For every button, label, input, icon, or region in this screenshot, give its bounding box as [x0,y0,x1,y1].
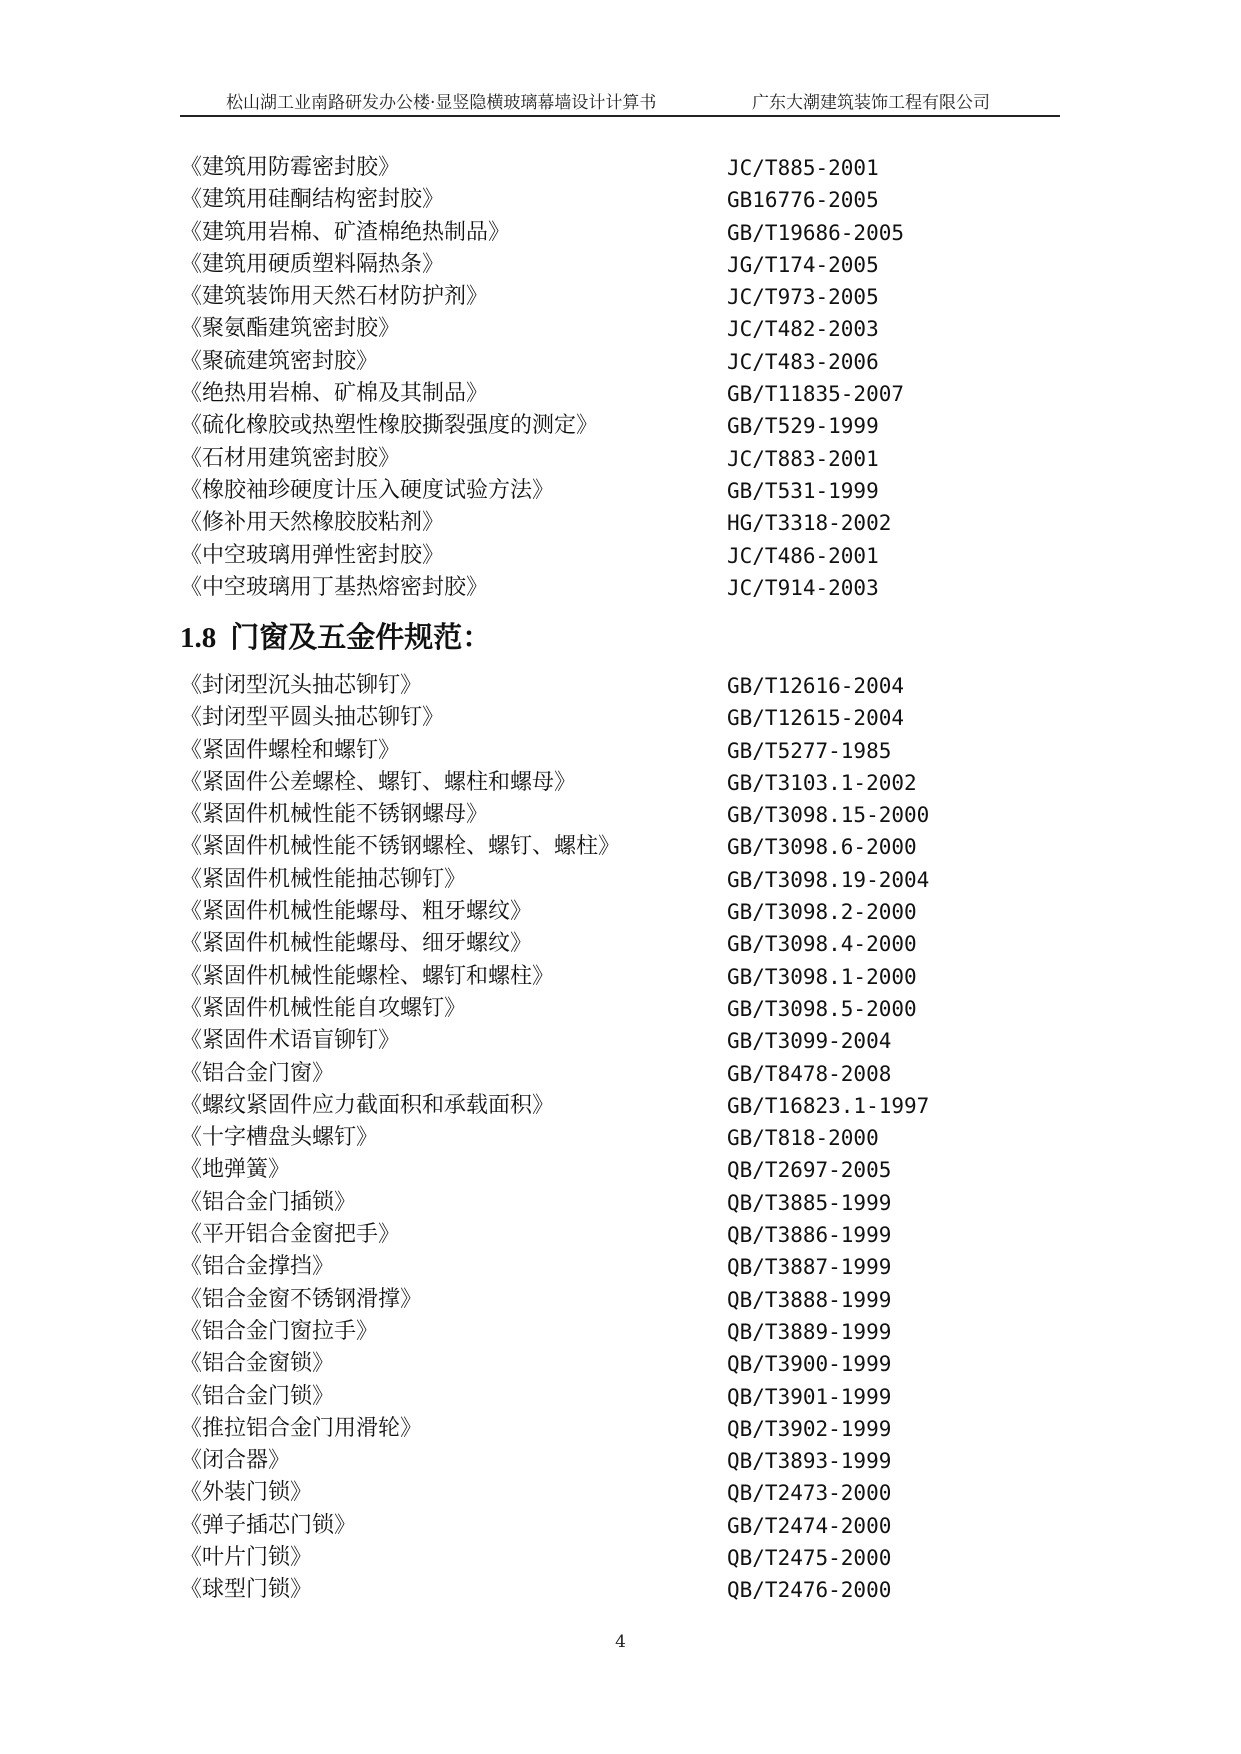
standard-code: GB/T818-2000 [727,1126,879,1151]
standard-row [180,1445,980,1477]
standard-code: QB/T3893-1999 [727,1449,892,1474]
standard-title: 《建筑用岩棉、矿渣棉绝热制品》 [180,219,511,245]
standard-row [180,1154,980,1186]
standard-row [180,217,980,249]
standard-row [180,184,980,216]
standard-code: QB/T3900-1999 [727,1352,892,1377]
standard-code: GB/T16823.1-1997 [727,1093,930,1118]
standard-row [180,346,980,378]
standard-title: 《紧固件机械性能螺栓、螺钉和螺柱》 [180,963,555,989]
standard-code: GB/T19686-2005 [727,220,905,245]
standard-code: GB/T12615-2004 [727,706,905,731]
standard-title: 《封闭型沉头抽芯铆钉》 [180,673,423,698]
standard-row [180,572,980,604]
standard-title: 《叶片门锁》 [180,1545,313,1571]
standard-title: 《建筑装饰用天然石材防护剂》 [180,284,489,310]
standard-row [180,540,980,572]
standard-code: GB/T3098.1-2000 [727,964,917,989]
standard-code: GB/T3099-2004 [727,1029,892,1054]
standard-title: 《铝合金门锁》 [180,1383,335,1409]
standard-row [180,993,980,1025]
standard-title: 《绝热用岩棉、矿棉及其制品》 [180,381,489,407]
standard-title: 《弹子插芯门锁》 [180,1512,357,1538]
standard-code: QB/T3901-1999 [727,1384,892,1409]
standard-code: QB/T3889-1999 [727,1319,892,1344]
standard-title: 《紧固件机械性能螺母、粗牙螺纹》 [180,899,533,925]
standard-row [180,378,980,410]
standard-title: 《建筑用硅酮结构密封胶》 [180,187,445,213]
standard-code: GB/T3098.19-2004 [727,867,930,892]
standard-row [180,443,980,475]
standard-title: 《紧固件公差螺栓、螺钉、螺柱和螺母》 [180,769,577,795]
standard-code: GB/T529-1999 [727,414,879,439]
standard-code: JC/T486-2001 [727,543,879,568]
standard-row [180,767,980,799]
page-number: 4 [615,1632,626,1652]
standard-title: 《石材用建筑密封胶》 [180,445,401,471]
standard-title: 《紧固件机械性能不锈钢螺栓、螺钉、螺柱》 [180,834,621,860]
standard-code: JC/T973-2005 [727,285,879,310]
standard-code: QB/T3888-1999 [727,1287,892,1312]
standard-code: GB/T3098.6-2000 [727,835,917,860]
standard-row [180,1122,980,1154]
standard-code: GB/T8478-2008 [727,1061,892,1086]
standard-code: JC/T483-2006 [727,349,879,374]
standard-title: 《中空玻璃用弹性密封胶》 [180,542,445,568]
standard-title: 《十字槽盘头螺钉》 [180,1125,379,1151]
standard-title: 《聚硫建筑密封胶》 [180,348,379,374]
standard-title: 《紧固件机械性能自攻螺钉》 [180,995,467,1021]
header-document-title: 松山湖工业南路研发办公楼·显竖隐横玻璃幕墙设计计算书 [226,93,657,113]
standard-code: QB/T3902-1999 [727,1416,892,1441]
standard-title: 《紧固件螺栓和螺钉》 [180,737,401,763]
standard-row [180,1058,980,1090]
header-company-name: 广东大潮建筑装饰工程有限公司 [752,93,990,113]
section-heading-1-8 [180,617,491,658]
standard-title: 《聚氨酯建筑密封胶》 [180,316,401,342]
standard-title: 《外装门锁》 [180,1480,313,1506]
standard-title: 《地弹簧》 [180,1157,291,1183]
standard-title: 《紧固件机械性能不锈钢螺母》 [180,802,489,828]
standard-row [180,313,980,345]
standard-row [180,702,980,734]
standard-code: QB/T2697-2005 [727,1158,892,1183]
standard-row [180,735,980,767]
standard-title: 《铝合金窗锁》 [180,1351,335,1377]
standard-row [180,1316,980,1348]
section-title: 门窗及五金件规范： [230,620,492,654]
standard-row [180,1284,980,1316]
standard-row [180,1381,980,1413]
standard-row [180,896,980,928]
standard-code: GB/T3098.4-2000 [727,932,917,957]
standard-code: GB/T5277-1985 [727,738,892,763]
standard-title: 《铝合金窗不锈钢滑撑》 [180,1286,423,1312]
standard-row [180,249,980,281]
standard-code: QB/T2473-2000 [727,1481,892,1506]
standard-row [180,1090,980,1122]
standard-code: QB/T3885-1999 [727,1190,892,1215]
standard-code: GB16776-2005 [727,188,879,213]
standards-list-doors-windows-hardware [180,670,980,1607]
section-number: 1.8 [180,622,217,654]
standard-row [180,1025,980,1057]
standard-code: GB/T3098.15-2000 [727,803,930,828]
standard-title: 《球型门锁》 [180,1577,313,1603]
standard-title: 《硫化橡胶或热塑性橡胶撕裂强度的测定》 [180,413,599,439]
standard-title: 《紧固件机械性能螺母、细牙螺纹》 [180,931,533,957]
standard-row [180,152,980,184]
standard-code: GB/T3098.5-2000 [727,996,917,1021]
standard-row [180,864,980,896]
standard-code: JC/T885-2001 [727,156,879,180]
standard-title: 《建筑用硬质塑料隔热条》 [180,251,445,277]
standard-row [180,1219,980,1251]
standard-code: GB/T2474-2000 [727,1513,892,1538]
standard-row [180,281,980,313]
standard-code: GB/T3098.2-2000 [727,900,917,925]
page-header [180,88,1060,116]
standard-title: 《闭合器》 [180,1448,291,1474]
standard-code: JC/T914-2003 [727,575,879,600]
standard-row [180,1251,980,1283]
standard-title: 《铝合金门窗》 [180,1060,335,1086]
standard-code: QB/T3887-1999 [727,1255,892,1280]
standard-code: GB/T11835-2007 [727,382,905,407]
standard-row [180,475,980,507]
standard-row [180,1413,980,1445]
standard-title: 《紧固件机械性能抽芯铆钉》 [180,866,467,892]
standard-row [180,1574,980,1606]
standard-title: 《紧固件术语盲铆钉》 [180,1028,401,1054]
standard-code: JC/T482-2003 [727,317,879,342]
standard-row [180,507,980,539]
standard-title: 《中空玻璃用丁基热熔密封胶》 [180,574,489,600]
standard-row [180,1477,980,1509]
standard-code: JC/T883-2001 [727,446,879,471]
standard-title: 《平开铝合金窗把手》 [180,1222,401,1248]
standard-code: QB/T2476-2000 [727,1578,892,1603]
standard-title: 《推拉铝合金门用滑轮》 [180,1415,423,1441]
standard-row [180,1187,980,1219]
standard-code: GB/T12616-2004 [727,674,905,698]
standard-code: QB/T2475-2000 [727,1546,892,1571]
standard-title: 《铝合金撑挡》 [180,1254,335,1280]
standard-row [180,1348,980,1380]
standard-title: 《铝合金门插锁》 [180,1189,357,1215]
standard-row [180,410,980,442]
standard-code: HG/T3318-2002 [727,511,892,536]
standard-title: 《修补用天然橡胶胶粘剂》 [180,510,445,536]
standard-row [180,1542,980,1574]
standard-row [180,928,980,960]
standard-row [180,670,980,702]
standard-code: QB/T3886-1999 [727,1223,892,1248]
standard-code: JG/T174-2005 [727,252,879,277]
standard-title: 《封闭型平圆头抽芯铆钉》 [180,705,445,731]
standard-row [180,799,980,831]
standard-title: 《铝合金门窗拉手》 [180,1318,379,1344]
standard-code: GB/T3103.1-2002 [727,770,917,795]
standard-row [180,961,980,993]
standard-title: 《建筑用防霉密封胶》 [180,155,401,180]
standards-list-sealants [180,152,980,604]
header-divider [180,115,1060,117]
standard-title: 《螺纹紧固件应力截面积和承载面积》 [180,1092,555,1118]
standard-title: 《橡胶袖珍硬度计压入硬度试验方法》 [180,477,555,503]
standard-row [180,831,980,863]
standard-row [180,1510,980,1542]
standard-code: GB/T531-1999 [727,478,879,503]
